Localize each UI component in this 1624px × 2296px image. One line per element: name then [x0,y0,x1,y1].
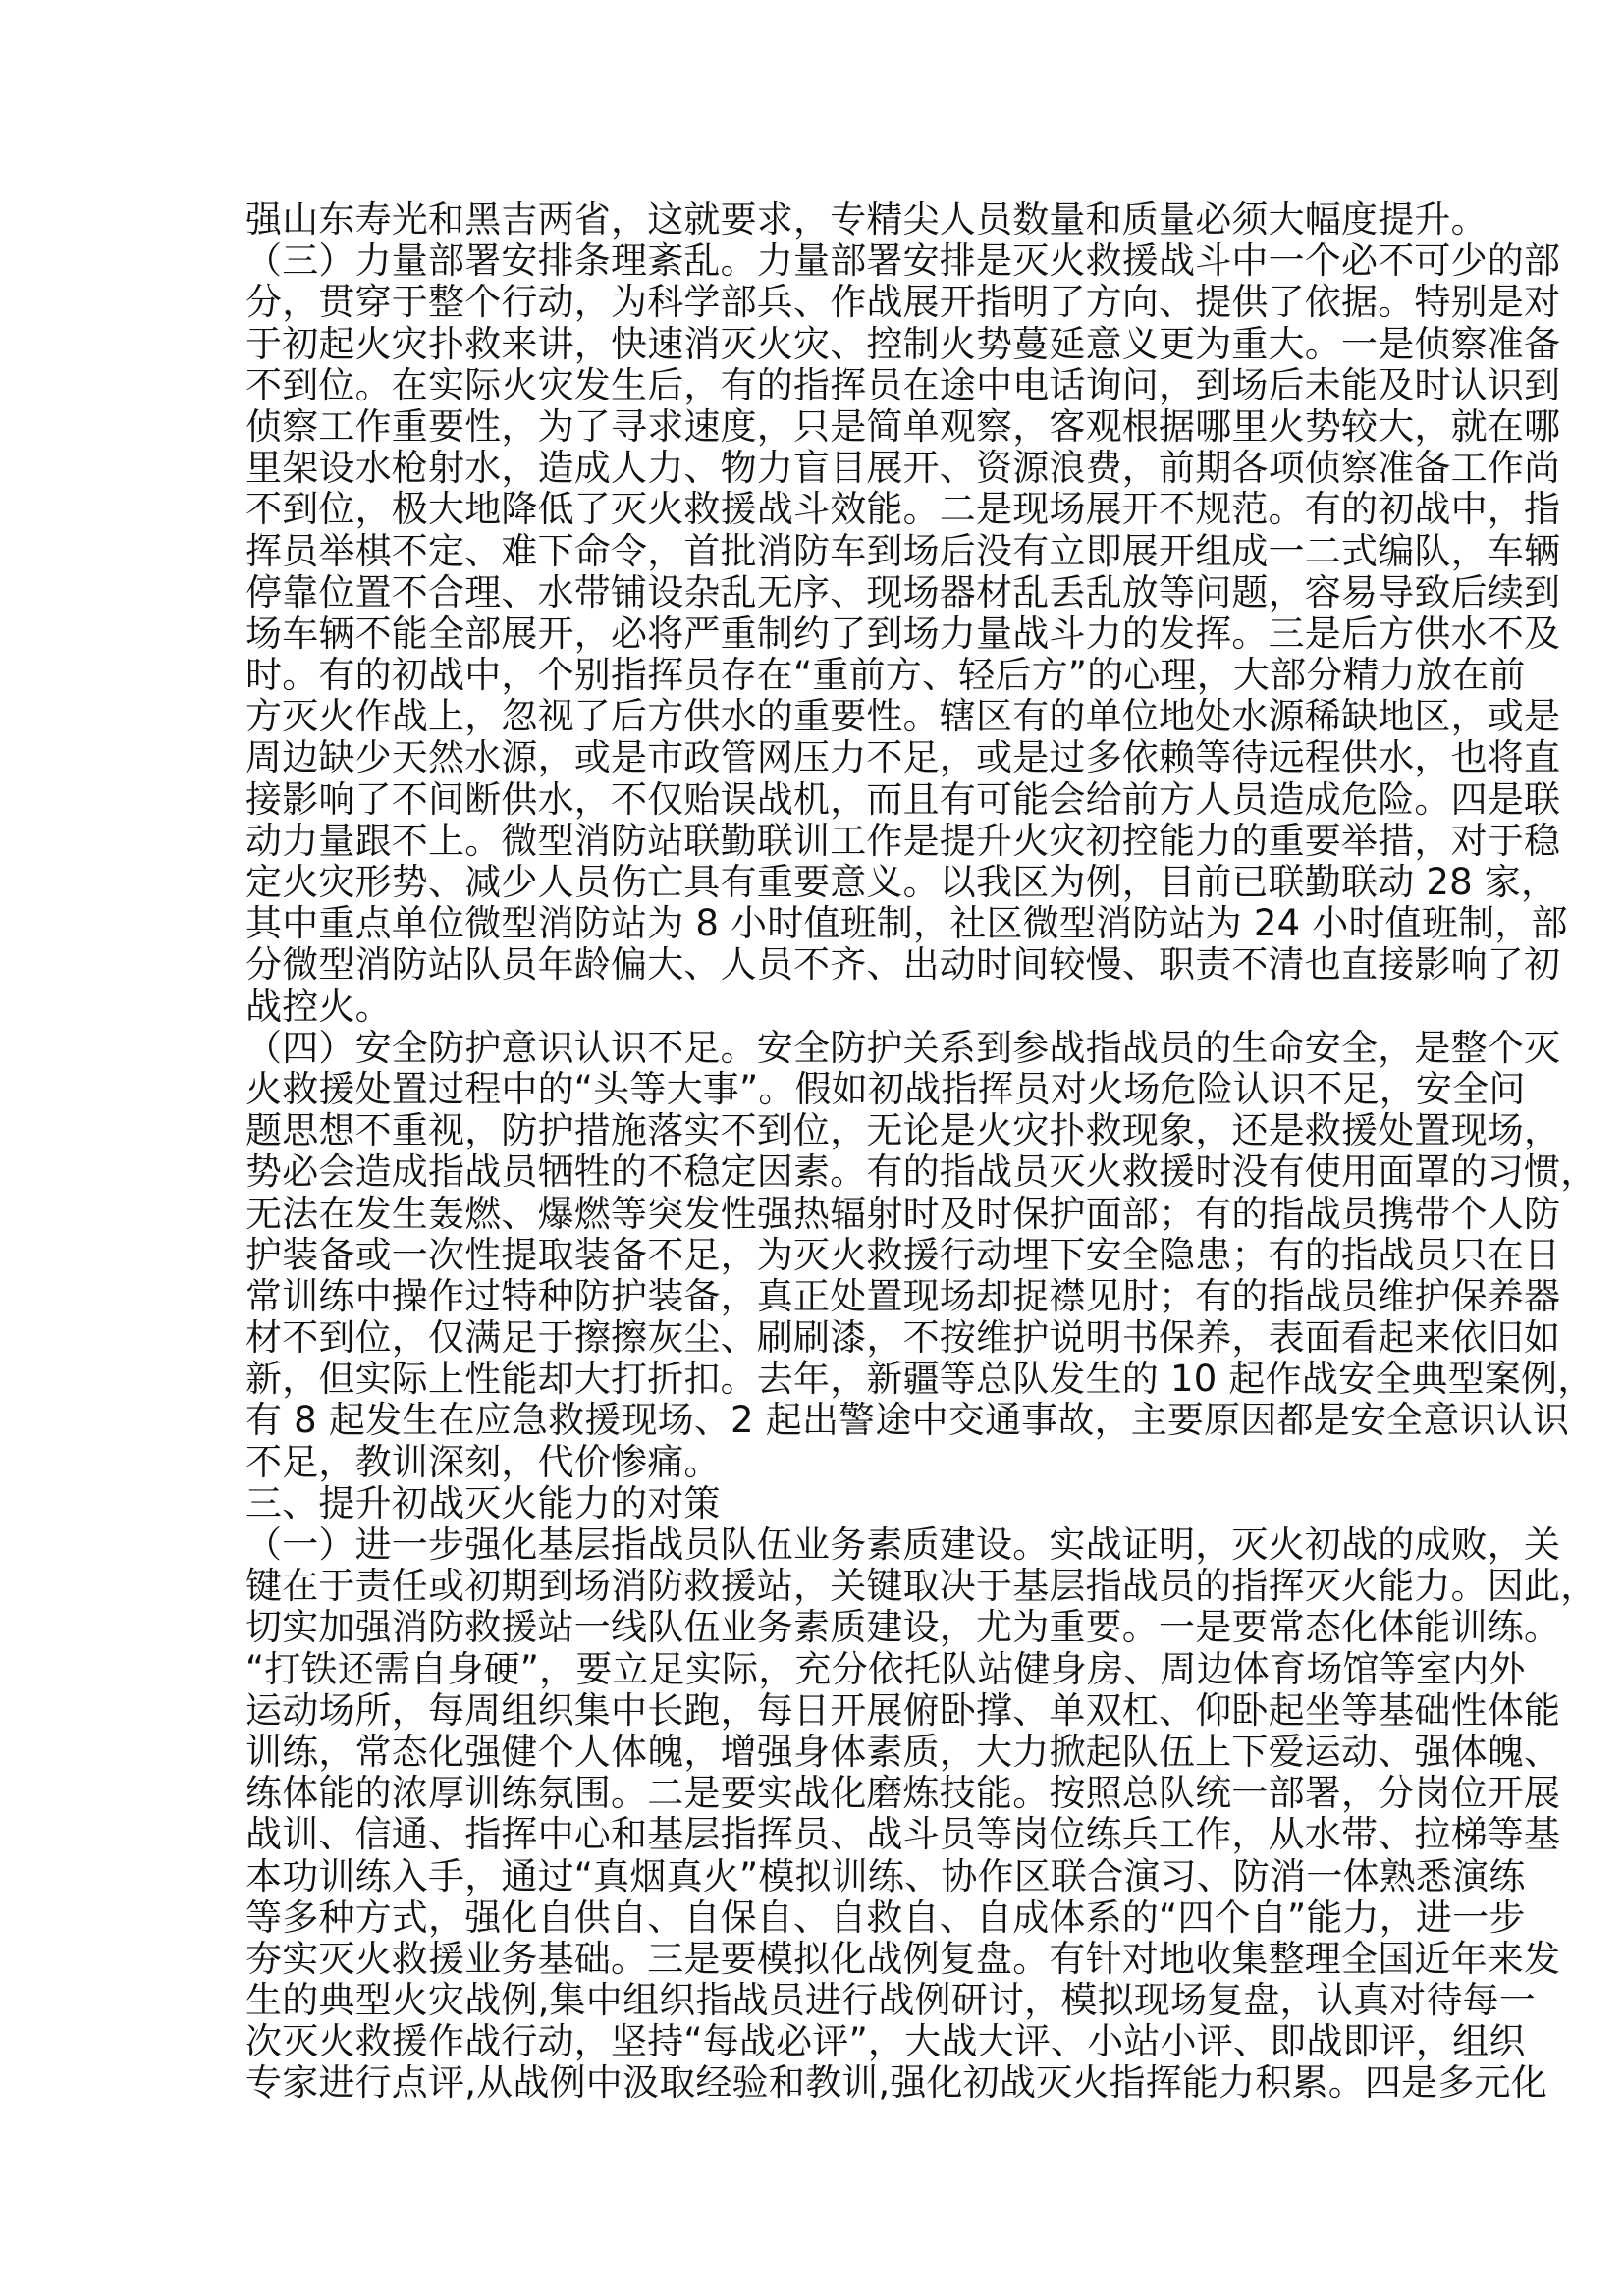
text-line: 强山东寿光和黑吉两省，这就要求，专精尖人员数量和质量必须大幅度提升。 [245,198,1488,240]
text-line: 其中重点单位微型消防站为 8 小时值班制，社区微型消防站为 24 小时值班制，部 [245,902,1568,945]
text-line: 周边缺少天然水源，或是市政管网压力不足，或是过多依赖等待远程供水，也将直 [245,736,1561,779]
text-line: 战控火。 [245,985,392,1028]
text-line: 定火灾形势、减少人员伤亡具有重要意义。以我区为例，目前已联勤联动 28 家， [245,861,1558,903]
text-line: 夯实灭火救援业务基础。三是要模拟化战例复盘。有针对地收集整理全国近年来发 [245,1937,1561,1980]
text-line: 题思想不重视，防护措施落实不到位，无论是火灾扑救现象，还是救援处置现场， [245,1109,1561,1152]
text-line: 停靠位置不合理、水带铺设杂乱无序、现场器材乱丢乱放等问题，容易导致后续到 [245,570,1561,614]
text-line: 等多种方式，强化自供自、自保自、自救自、自成体系的“四个自”能力，进一步 [245,1896,1526,1939]
text-line: 动力量跟不上。微型消防站联勤联训工作是提升火灾初控能力的重要举措，对于稳 [245,819,1561,862]
paragraph [245,240,1568,1028]
text-line: 时。有的初战中，个别指挥员存在“重前方、轻后方”的心理，大部分精力放在前 [245,654,1526,697]
text-line: 本功训练入手，通过“真烟真火”模拟训练、协作区联合演习、防消一体熟悉演练 [245,1854,1526,1897]
text-line: 火救援处置过程中的“头等大事”。假如初战指挥员对火场危险认识不足，安全问 [245,1067,1526,1110]
text-line: 护装备或一次性提取装备不足，为灭火救援行动埋下安全隐患；有的指战员只在日 [245,1233,1561,1276]
text-line: 新，但实际上性能却大打折扣。去年，新疆等总队发生的 10 起作战安全典型案例， [245,1358,1595,1401]
text-line: 挥员举棋不定、难下命令，首批消防车到场后没有立即展开组成一二式编队，车辆 [245,529,1561,572]
text-line: 训练，常态化强健个人体魄，增强身体素质，大力掀起队伍上下爱运动、强体魄、 [245,1730,1561,1773]
paragraph [245,198,1488,240]
text-line: 场车辆不能全部展开，必将严重制约了到场力量战斗力的发挥。三是后方供水不及 [245,612,1561,655]
text-line: 战训、信通、指挥中心和基层指挥员、战斗员等岗位练兵工作，从水带、拉梯等基 [245,1813,1561,1856]
text-line: 势必会造成指战员牺牲的不稳定因素。有的指战员灭火救援时没有使用面罩的习惯， [245,1150,1597,1194]
text-line: 切实加强消防救援站一线队伍业务素质建设，尤为重要。一是要常态化体能训练。 [245,1606,1561,1649]
text-line: 次灭火救援作战行动，坚持“每战必评”，大战大评、小站小评、即战即评，组织 [245,2020,1526,2063]
text-line: 常训练中操作过特种防护装备，真正处置现场却捉襟见肘；有的指战员维护保养器 [245,1274,1561,1317]
text-line: 于初起火灾扑救来讲，快速消灭火灾、控制火势蔓延意义更为重大。一是侦察准备 [245,322,1561,365]
text-line: 方灭火作战上，忽视了后方供水的重要性。辖区有的单位地处水源稀缺地区，或是 [245,695,1561,738]
text-line: （一）进一步强化基层指战员队伍业务素质建设。实战证明，灭火初战的成败，关 [245,1523,1561,1566]
section-heading [245,1483,1394,1524]
text-line: 生的典型火灾战例,集中组织指战员进行战例研讨，模拟现场复盘，认真对待每一 [245,1979,1536,2022]
paragraph [245,1523,1597,2105]
text-line: 运动场所，每周组织集中长跑，每日开展俯卧撑、单双杠、仰卧起坐等基础性体能 [245,1688,1561,1732]
text-line: 分微型消防站队员年龄偏大、人员不齐、出动时间较慢、职责不清也直接影响了初 [245,943,1561,987]
text-line: （三）力量部署安排条理紊乱。力量部署安排是灭火救援战斗中一个必不可少的部 [245,240,1561,283]
text-line: 键在于责任或初期到场消防救援站，关键取决于基层指战员的指挥灭火能力。因此， [245,1565,1597,1608]
text-line: 接影响了不间断供水，不仅贻误战机，而且有可能会给前方人员造成危险。四是联 [245,777,1561,821]
text-line: 练体能的浓厚训练氛围。二是要实战化磨炼技能。按照总队统一部署，分岗位开展 [245,1772,1561,1815]
text-line: “打铁还需自身硬”，要立足实际，充分依托队站健身房、周边体育场馆等室内外 [245,1647,1526,1690]
text-line: 材不到位，仅满足于擦擦灰尘、刷刷漆，不按维护说明书保养，表面看起来依旧如 [245,1316,1561,1360]
paragraph [245,1026,1597,1483]
text-line: 无法在发生轰燃、爆燃等突发性强热辐射时及时保护面部；有的指战员携带个人防 [245,1192,1561,1235]
text-line: 不足，教训深刻，代价惨痛。 [245,1440,721,1483]
text-line: 专家进行点评,从战例中汲取经验和教训,强化初战灭火指挥能力积累。四是多元化 [245,2061,1547,2105]
text-line: 侦察工作重要性，为了寻求速度，只是简单观察，客观根据哪里火势较大，就在哪 [245,404,1561,448]
text-line: 不到位。在实际火灾发生后，有的指挥员在途中电话询问，到场后未能及时认识到 [245,363,1561,406]
text-line: 里架设水枪射水，造成人力、物力盲目展开、资源浪费，前期各项侦察准备工作尚 [245,447,1561,490]
text-line: 三、提升初战灭火能力的对策 [245,1481,721,1524]
text-line: （四）安全防护意识认识不足。安全防护关系到参战指战员的生命安全，是整个灭 [245,1026,1561,1069]
document-body [245,198,1597,2105]
text-line: 分，贯穿于整个行动，为科学部兵、作战展开指明了方向、提供了依据。特别是对 [245,281,1561,324]
text-line: 有 8 起发生在应急救援现场、2 起出警途中交通事故，主要原因都是安全意识认识 [245,1399,1570,1442]
text-line: 不到位，极大地降低了灭火救援战斗效能。二是现场展开不规范。有的初战中，指 [245,488,1561,531]
